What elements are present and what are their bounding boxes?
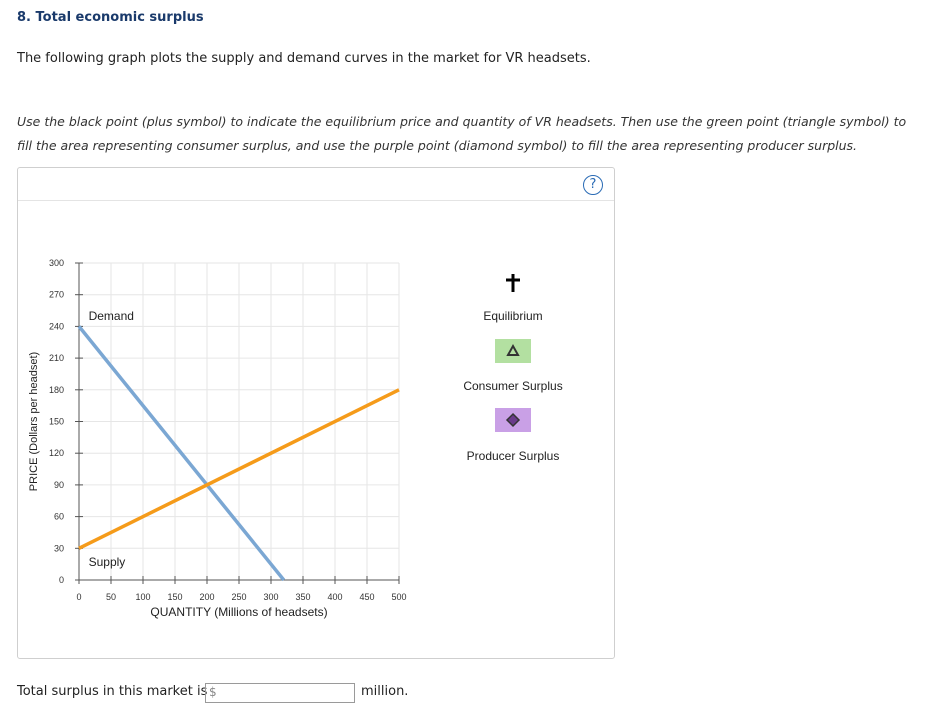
y-tick-label: 30 <box>53 543 64 554</box>
answer-prompt: Total surplus in this market is <box>17 684 208 699</box>
y-tick-label: 0 <box>58 575 64 585</box>
x-axis-title: QUANTITY (Millions of headsets) <box>150 605 328 619</box>
x-tick-label: 100 <box>135 592 151 602</box>
question-title: 8. Total economic surplus <box>17 10 204 25</box>
currency-symbol: $ <box>209 685 217 699</box>
answer-unit: million. <box>361 684 409 699</box>
x-tick-label: 200 <box>199 592 215 602</box>
help-icon[interactable]: ? <box>583 175 603 195</box>
x-tick-label: 500 <box>391 592 407 602</box>
y-tick-label: 150 <box>48 416 64 427</box>
x-tick-label: 0 <box>76 592 82 602</box>
y-tick-label: 120 <box>48 448 64 459</box>
supply-curve-label: Supply <box>88 555 126 570</box>
x-tick-label: 50 <box>105 592 117 602</box>
x-tick-label: 300 <box>263 592 279 602</box>
question-instructions: Use the black point (plus symbol) to indicate the equilibrium price and quantity of VR headsets. Then use the green point (triangle symbol) to fill the area representing consumer surplus, and use the purple point (diamond symbol) to fill the area representing producer surplus. <box>17 114 907 153</box>
y-axis-title: PRICE (Dollars per headset) <box>28 351 40 492</box>
x-tick-label: 250 <box>231 592 247 602</box>
x-tick-label: 350 <box>295 592 311 602</box>
producer-surplus-tool-label: Producer Surplus <box>466 449 560 463</box>
x-tick-label: 150 <box>167 592 183 602</box>
equilibrium-tool-label: Equilibrium <box>483 309 543 323</box>
graph-panel <box>17 167 615 659</box>
demand-curve-label: Demand <box>88 308 134 323</box>
supply-demand-chart[interactable] <box>18 168 614 658</box>
y-tick-label: 210 <box>48 353 64 364</box>
consumer-surplus-tool-label: Consumer Surplus <box>463 379 563 393</box>
y-tick-label: 270 <box>48 289 64 300</box>
y-tick-label: 60 <box>53 511 64 522</box>
equilibrium-tool[interactable] <box>506 274 520 292</box>
y-tick-label: 240 <box>48 321 64 332</box>
question-intro: The following graph plots the supply and demand curves in the market for VR headsets. <box>17 51 591 66</box>
producer-surplus-tool[interactable] <box>495 408 531 432</box>
y-tick-label: 180 <box>48 384 64 395</box>
y-tick-label: 90 <box>53 479 64 490</box>
consumer-surplus-swatch <box>495 339 531 363</box>
x-tick-label: 450 <box>359 592 375 602</box>
total-surplus-input[interactable] <box>205 683 355 703</box>
consumer-surplus-tool[interactable] <box>495 339 531 363</box>
y-tick-label: 300 <box>48 258 64 268</box>
x-tick-label: 400 <box>327 592 343 602</box>
